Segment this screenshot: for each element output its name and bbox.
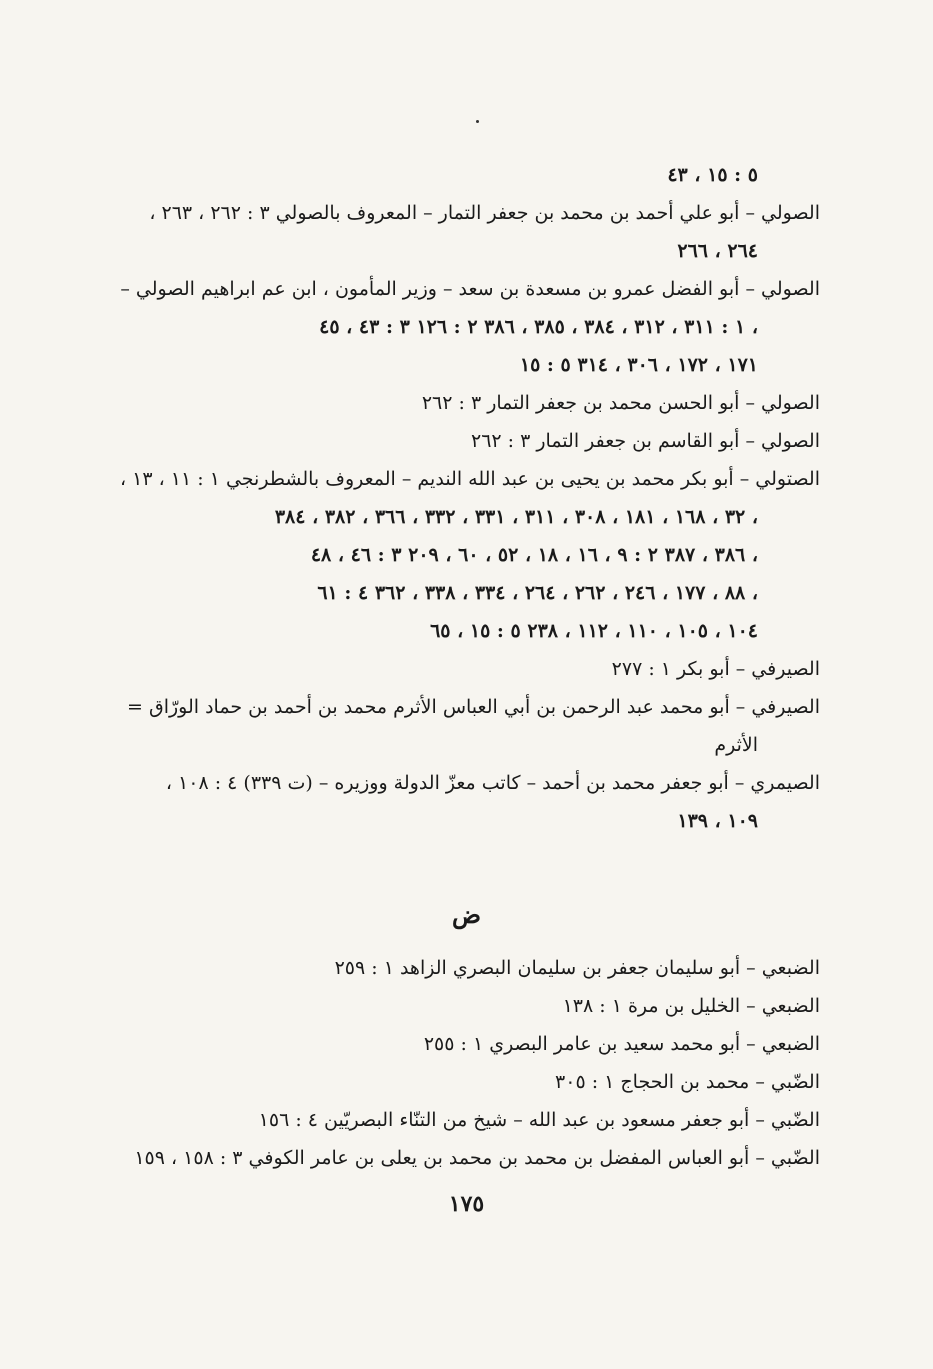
index-continuation-line: ١٠٩ ، ١٣٩ bbox=[677, 810, 758, 832]
index-entry: الصولي – أبو الحسن محمد بن جعفر التمار ٣ : ٢٦٢ bbox=[421, 392, 820, 414]
index-continuation-line: ٨٨ ، ١٧٧ ، ٢٤٦ ، ٢٦٢ ، ٢٦٤ ، ٣٣٤ ، ٣٣٨ ، ٣٦٢ ٤ : ٦١ ، bbox=[317, 582, 758, 604]
index-entry: الصتولي – أبو بكر محمد بن يحيى بن عبد الله النديم – المعروف بالشطرنجي ١ : ١١ ، ١٣ ، bbox=[119, 468, 820, 490]
index-entry: الضّبي – محمد بن الحجاج ١ : ٣٠٥ bbox=[555, 1071, 820, 1093]
index-entry: الضبعي – الخليل بن مرة ١ : ١٣٨ bbox=[562, 995, 820, 1017]
index-continuation-line: الأثرم bbox=[714, 734, 758, 756]
index-continuation-line: ٣٨٦ ، ٣٨٧ ٢ : ٩ ، ١٦ ، ١٨ ، ٥٢ ، ٦٠ ، ٢٠٩ ٣ : ٤٦ ، ٤٨ ، bbox=[310, 544, 758, 566]
index-continuation-line: ٥ : ١٥ ، ٤٣ bbox=[667, 164, 758, 186]
index-continuation-line: ٢٦٤ ، ٢٦٦ bbox=[677, 240, 758, 262]
index-entry: الصيرفي – أبو محمد عبد الرحمن بن أبي العباس الأثرم محمد بن أحمد بن حماد الورّاق = bbox=[127, 696, 820, 718]
index-entry: الضبعي – أبو سليمان جعفر بن سليمان البصري الزاهد ١ : ٢٥٩ bbox=[334, 957, 820, 979]
page-number: ١٧٥ bbox=[448, 1191, 485, 1217]
index-continuation-line: ١٠٤ ، ١٠٥ ، ١١٠ ، ١١٢ ، ٢٣٨ ٥ : ١٥ ، ٦٥ bbox=[430, 620, 758, 642]
ink-speck bbox=[476, 120, 479, 123]
index-continuation-line: ٣٢ ، ١٦٨ ، ١٨١ ، ٣٠٨ ، ٣١١ ، ٣٣١ ، ٣٣٢ ، ٣٦٦ ، ٣٨٢ ، ٣٨٤ ، bbox=[274, 506, 758, 528]
index-entry: الصولي – أبو علي أحمد بن محمد بن جعفر التمار – المعروف بالصولي ٣ : ٢٦٢ ، ٢٦٣ ، bbox=[149, 202, 820, 224]
index-entry: الصيمري – أبو جعفر محمد بن أحمد – كاتب معزّ الدولة ووزيره – (ت ٣٣٩) ٤ : ١٠٨ ، bbox=[165, 772, 820, 794]
index-entry: الضّبي – أبو جعفر مسعود بن عبد الله – شيخ من التنّاء البصريّين ٤ : ١٥٦ bbox=[258, 1109, 820, 1131]
section-letter-heading: ض bbox=[451, 900, 481, 929]
index-entry: الصولي – أبو الفضل عمرو بن مسعدة بن سعد – وزير المأمون ، ابن عم ابراهيم الصولي – bbox=[120, 278, 820, 300]
index-continuation-line: ١ : ٣١١ ، ٣١٢ ، ٣٨٤ ، ٣٨٥ ، ٣٨٦ ٢ : ١٢٦ ٣ : ٤٣ ، ٤٥ ، bbox=[319, 316, 758, 338]
index-entry: الضّبي – أبو العباس المفضل بن محمد بن محمد بن يعلى بن عامر الكوفي ٣ : ١٥٨ ، ١٥٩ bbox=[134, 1147, 820, 1169]
index-entry: الصيرفي – أبو بكر ١ : ٢٧٧ bbox=[611, 658, 820, 680]
index-continuation-line: ١٧١ ، ١٧٢ ، ٣٠٦ ، ٣١٤ ٥ : ١٥ bbox=[519, 354, 758, 376]
index-entry: الضبعي – أبو محمد سعيد بن عامر البصري ١ : ٢٥٥ bbox=[423, 1033, 820, 1055]
index-entry: الصولي – أبو القاسم بن جعفر التمار ٣ : ٢٦٢ bbox=[470, 430, 820, 452]
